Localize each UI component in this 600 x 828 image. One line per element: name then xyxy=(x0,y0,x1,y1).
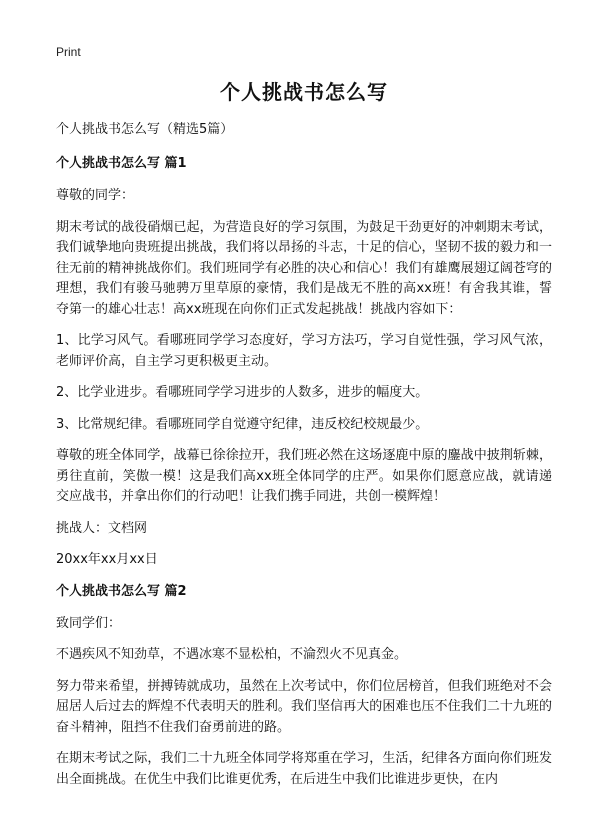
paragraph: 尊敬的班全体同学，战幕已徐徐拉开，我们班必然在这场逐鹿中原的鏖战中披荆斩棘，勇往直前，笑傲一模！这是我们高xx班全体同学的庄严。如果你们愿意应战，就请递交应战书，并拿出你们的行动吧！让我们携手同进，共创一模辉煌！ xyxy=(56,448,552,504)
date: 20xx年xx月xx日 xyxy=(56,552,158,567)
paragraph: 努力带来希望，拼搏铸就成功，虽然在上次考试中，你们位居榜首，但我们班绝对不会屈居人后过去的辉煌不代表明天的胜利。我们坚信再大的困难也压不住我们二十九班的奋斗精神，阻挡不住我们奋勇前进的路。 xyxy=(56,678,552,735)
document-body xyxy=(56,78,552,801)
section-heading-2: 个人挑战书怎么写 篇2 xyxy=(56,583,187,599)
salutation: 致同学们： xyxy=(56,615,122,631)
paragraph: 不遇疾风不知劲草，不遇冰寒不显松柏，不淪烈火不见真金。 xyxy=(56,647,408,662)
salutation: 尊敬的同学： xyxy=(56,188,135,203)
document-subtitle: 个人挑战书怎么写（精选5篇） xyxy=(56,122,234,137)
list-item: 3、比常规纪律。看哪班同学自觉遵守纪律，违反校纪校规最少。 xyxy=(56,416,429,432)
print-link[interactable]: Print xyxy=(56,45,81,59)
paragraph: 在期末考试之际，我们二十九班全体同学将郑重在学习，生活，纪律各方面向你们班发出全面挑战。在优生中我们比谁更优秀，在后进生中我们比谁进步更快，在内 xyxy=(56,751,552,787)
list-item: 1、比学习风气。看哪班同学学习态度好，学习方法巧，学习自觉性强，学习风气浓，老师评价高，自主学习更积极更主动。 xyxy=(56,333,552,369)
signature: 挑战人：文档网 xyxy=(56,520,148,536)
paragraph: 期末考试的战役硝烟已起，为营造良好的学习氛围，为鼓足干劲更好的冲刺期末考试，我们诚挚地向贵班提出挑战，我们将以昂扬的斗志，十足的信心，坚韧不拔的毅力和一往无前的精神挑战你们。我们班同学有必胜的决心和信心！我们有雄鹰展翅辽阔苍穹的理想，我们有骏马驰骋万里草原的豪情，我们是战无不胜的高xx班！有舍我其谁，誓夺第一的雄心壮志！高xx班现在向你们正式发起挑战！挑战内容如下： xyxy=(56,219,552,317)
document-title: 个人挑战书怎么写 xyxy=(220,80,388,104)
section-heading-1: 个人挑战书怎么写 篇1 xyxy=(56,156,187,171)
list-item: 2、比学业进步。看哪班同学学习进步的人数多，进步的幅度大。 xyxy=(56,385,429,400)
